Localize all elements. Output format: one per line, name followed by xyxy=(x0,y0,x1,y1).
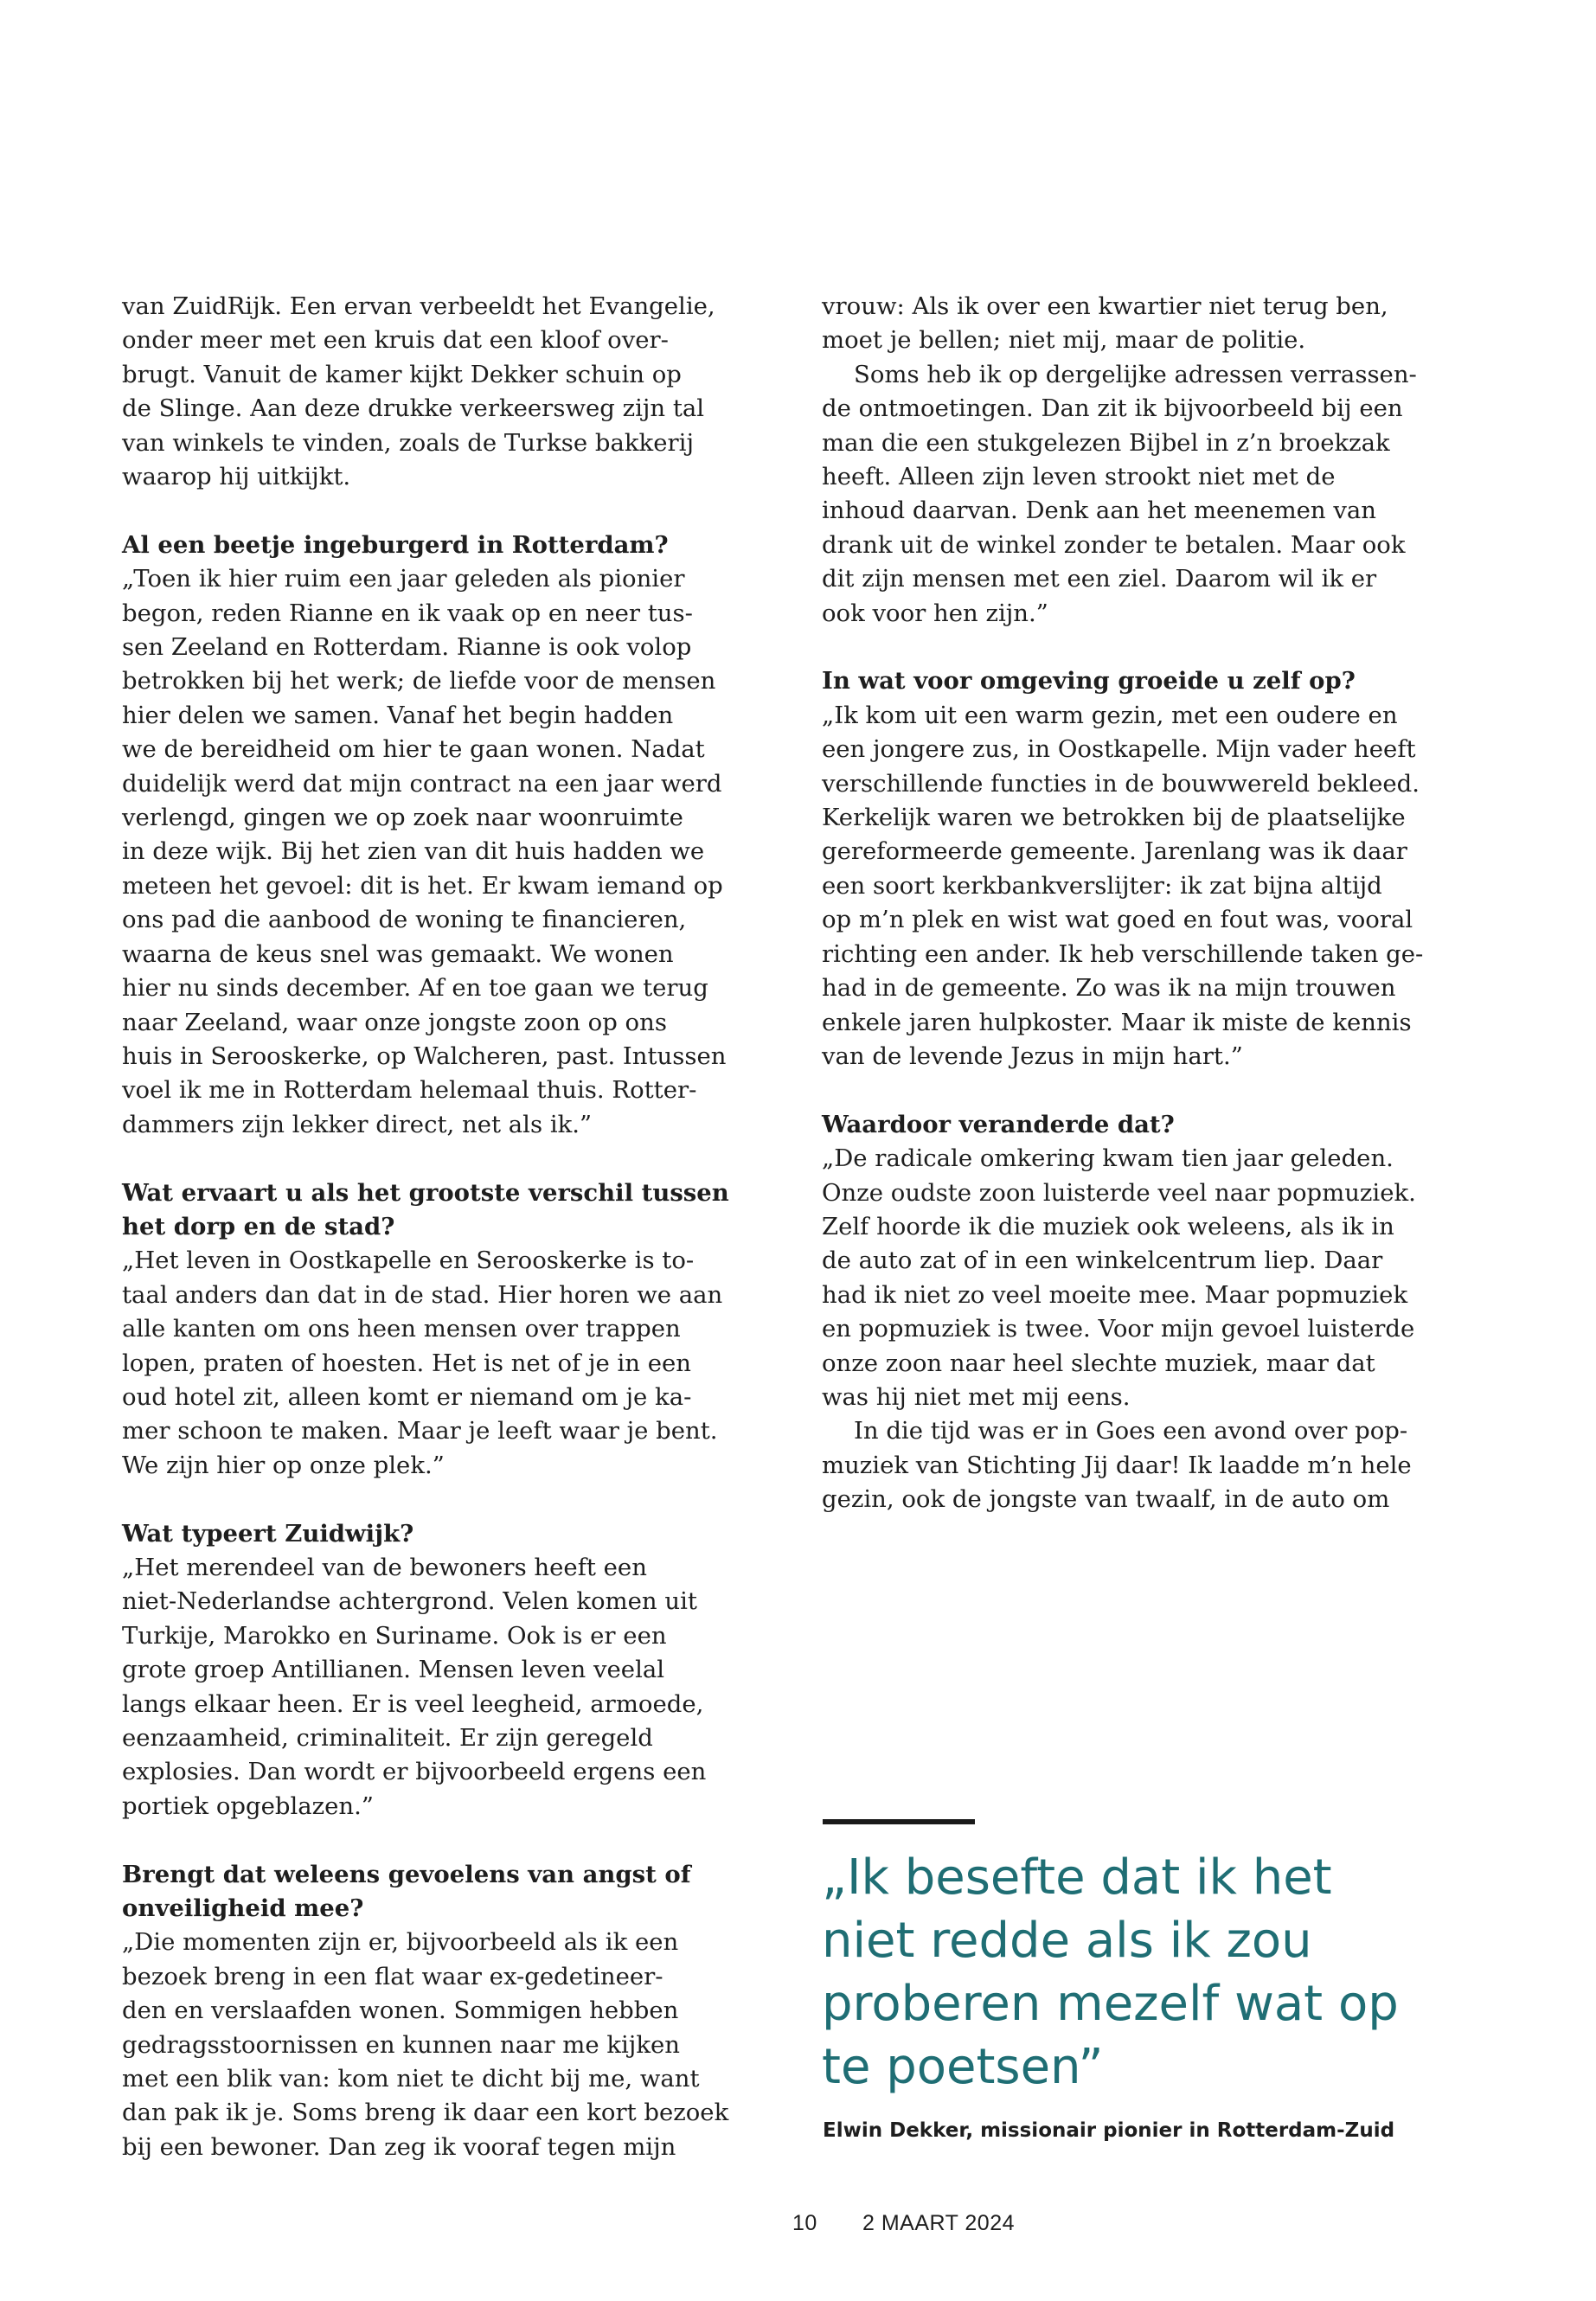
body-text-line: van winkels te vinden, zoals de Turkse bakkerij xyxy=(122,428,694,457)
interview-question: Al een beetje ingeburgerd in Rotterdam? xyxy=(122,530,669,559)
body-text-line: richting een ander. Ik heb verschillende taken ge- xyxy=(822,939,1424,968)
interview-question: Wat typeert Zuidwijk? xyxy=(122,1519,414,1548)
body-text-line: sen Zeeland en Rotterdam. Rianne is ook volop xyxy=(122,633,692,662)
body-text-line: onze zoon naar heel slechte muziek, maar dat xyxy=(822,1349,1375,1377)
body-text-line: Onze oudste zoon luisterde veel naar popmuziek. xyxy=(822,1178,1416,1207)
body-text-line: onder meer met een kruis dat een kloof over- xyxy=(122,326,669,355)
body-text-line: grote groep Antillianen. Mensen leven veelal xyxy=(122,1656,665,1684)
body-text-line: dammers zijn lekker direct, net als ik.” xyxy=(122,1110,593,1138)
body-text-line: meteen het gevoel: dit is het. Er kwam iemand op xyxy=(122,871,723,900)
article-column-right xyxy=(822,290,1424,1517)
body-text-line: inhoud daarvan. Denk aan het meenemen van xyxy=(822,497,1377,525)
body-text-line: in deze wijk. Bij het zien van dit huis hadden we xyxy=(122,837,705,866)
body-text-line: bij een bewoner. Dan zeg ik vooraf tegen mijn xyxy=(122,2132,676,2161)
body-text-line: gezin, ook de jongste van twaalf, in de auto om xyxy=(822,1485,1390,1514)
body-text-line: Zelf hoorde ik die muziek ook weleens, als ik in xyxy=(822,1212,1394,1240)
body-text-line: oud hotel zit, alleen komt er niemand om je ka- xyxy=(122,1382,692,1411)
body-text-line: huis in Serooskerke, op Walcheren, past. Intussen xyxy=(122,1042,727,1070)
body-text-line: Kerkelijk waren we betrokken bij de plaatselijke xyxy=(822,804,1406,832)
interview-question: Brengt dat weleens gevoelens van angst of xyxy=(122,1860,691,1888)
body-text-line: ons pad die aanbood de woning te financieren, xyxy=(122,906,687,934)
body-text-line: we de bereidheid om hier te gaan wonen. Nadat xyxy=(122,735,705,764)
page-number: 10 xyxy=(792,2211,817,2235)
body-text-line: voel ik me in Rotterdam helemaal thuis. Rotter- xyxy=(122,1076,697,1105)
interview-question: onveiligheid mee? xyxy=(122,1894,364,1923)
body-text-line: naar Zeeland, waar onze jongste zoon op ons xyxy=(122,1008,667,1036)
article-column-left xyxy=(122,290,729,2164)
body-text-line: enkele jaren hulpkoster. Maar ik miste de kennis xyxy=(822,1008,1412,1036)
body-text-line: begon, reden Rianne en ik vaak op en neer tus- xyxy=(122,599,693,627)
paragraph-gap xyxy=(122,494,676,528)
paragraph-gap xyxy=(122,1483,676,1516)
body-text-line: heeft. Alleen zijn leven strookt niet met de xyxy=(822,463,1336,491)
pull-quote-line: proberen mezelf wat op xyxy=(822,1976,1399,2032)
pull-quote-line: niet redde als ik zou xyxy=(822,1913,1312,1969)
body-text-line: dan pak ik je. Soms breng ik daar een kort bezoek xyxy=(122,2099,729,2127)
body-text-line: den en verslaafden wonen. Sommigen hebben xyxy=(122,1997,679,2025)
body-text-line: „Die momenten zijn er, bijvoorbeeld als ik een xyxy=(122,1928,679,1957)
body-text-line: brugt. Vanuit de kamer kijkt Dekker schuin op xyxy=(122,360,682,388)
interview-question: In wat voor omgeving groeide u zelf op? xyxy=(822,667,1356,695)
issue-date: 2 MAART 2024 xyxy=(862,2211,1016,2235)
paragraph-gap xyxy=(122,1823,676,1857)
body-text-line: Soms heb ik op dergelijke adressen verrassen- xyxy=(854,360,1417,388)
body-text-line: op m’n plek en wist wat goed en fout was, vooral xyxy=(822,906,1413,934)
body-text-line: „Toen ik hier ruim een jaar geleden als pionier xyxy=(122,565,685,593)
body-text-line: de Slinge. Aan deze drukke verkeersweg zijn tal xyxy=(122,394,705,423)
body-text-line: verlengd, gingen we op zoek naar woonruimte xyxy=(122,804,683,832)
body-text-line: „Het merendeel van de bewoners heeft een xyxy=(122,1553,647,1581)
body-text-line: was hij niet met mij eens. xyxy=(822,1382,1131,1411)
body-text-line: dit zijn mensen met een ziel. Daarom wil ik er xyxy=(822,565,1377,593)
body-text-line: had in de gemeente. Zo was ik na mijn trouwen xyxy=(822,974,1396,1003)
body-text-line: met een blik van: kom niet te dicht bij me, want xyxy=(122,2065,700,2093)
body-text-line: vrouw: Als ik over een kwartier niet terug ben, xyxy=(822,292,1388,320)
interview-question: Waardoor veranderde dat? xyxy=(822,1110,1175,1138)
body-text-line: taal anders dan dat in de stad. Hier horen we aan xyxy=(122,1280,723,1309)
body-text-line: In die tijd was er in Goes een avond over pop- xyxy=(854,1417,1408,1445)
body-text-line: gereformeerde gemeente. Jarenlang was ik daar xyxy=(822,837,1407,866)
paragraph-gap xyxy=(822,631,1384,664)
body-text-line: alle kanten om ons heen mensen over trappen xyxy=(122,1315,681,1343)
body-text-line: en popmuziek is twee. Voor mijn gevoel luisterde xyxy=(822,1315,1415,1343)
body-text-line: niet-Nederlandse achtergrond. Velen komen uit xyxy=(122,1587,697,1616)
body-text-line: portiek opgeblazen.” xyxy=(122,1791,374,1820)
body-text-line: drank uit de winkel zonder te betalen. Maar ook xyxy=(822,530,1406,559)
pull-quote-attribution: Elwin Dekker, missionair pionier in Rotterdam-Zuid xyxy=(823,2119,1395,2142)
body-text-line: lopen, praten of hoesten. Het is net of je in een xyxy=(122,1349,691,1377)
pull-quote xyxy=(822,1846,1445,2099)
body-text-line: „De radicale omkering kwam tien jaar geleden. xyxy=(822,1144,1394,1173)
body-text-line: de auto zat of in een winkelcentrum liep. Daar xyxy=(822,1247,1383,1275)
body-text-line: We zijn hier op onze plek.” xyxy=(122,1451,445,1479)
body-text-line: van de levende Jezus in mijn hart.” xyxy=(822,1042,1243,1070)
body-text-line: duidelijk werd dat mijn contract na een jaar werd xyxy=(122,769,722,798)
body-text-line: „Het leven in Oostkapelle en Serooskerke is to- xyxy=(122,1247,695,1275)
body-text-line: had ik niet zo veel moeite mee. Maar popmuziek xyxy=(822,1280,1408,1309)
paragraph-gap xyxy=(822,1074,1384,1107)
body-text-line: langs elkaar heen. Er is veel leegheid, armoede, xyxy=(122,1689,704,1718)
body-text-line: de ontmoetingen. Dan zit ik bijvoorbeeld bij een xyxy=(822,394,1403,423)
body-text-line: eenzaamheid, criminaliteit. Er zijn geregeld xyxy=(122,1724,653,1753)
body-text-line: hier delen we samen. Vanaf het begin hadden xyxy=(122,701,674,729)
paragraph-gap xyxy=(122,1142,676,1176)
body-text-line: hier nu sinds december. Af en toe gaan we terug xyxy=(122,974,708,1003)
body-text-line: waarna de keus snel was gemaakt. We wonen xyxy=(122,939,674,968)
body-text-line: Turkije, Marokko en Suriname. Ook is er een xyxy=(122,1621,667,1650)
body-text-line: van ZuidRijk. Een ervan verbeeldt het Evangelie, xyxy=(122,292,715,320)
body-text-line: mer schoon te maken. Maar je leeft waar je bent. xyxy=(122,1417,718,1445)
body-text-line: waarop hij uitkijkt. xyxy=(122,463,351,491)
body-text-line: moet je bellen; niet mij, maar de politie. xyxy=(822,326,1306,355)
body-text-line: betrokken bij het werk; de liefde voor de mensen xyxy=(122,667,716,695)
body-text-line: muziek van Stichting Jij daar! Ik laadde m’n hele xyxy=(822,1451,1412,1479)
body-text-line: een soort kerkbankverslijter: ik zat bijna altijd xyxy=(822,871,1382,900)
body-text-line: gedragsstoornissen en kunnen naar me kijken xyxy=(122,2030,680,2059)
body-text-line: man die een stukgelezen Bijbel in z’n broekzak xyxy=(822,428,1390,457)
pull-quote-line: te poetsen” xyxy=(822,2039,1104,2095)
interview-question: Wat ervaart u als het grootste verschil tussen xyxy=(122,1178,729,1207)
body-text-line: „Ik kom uit een warm gezin, met een oudere en xyxy=(822,701,1398,729)
body-text-line: verschillende functies in de bouwwereld bekleed. xyxy=(822,769,1420,798)
body-text-line: explosies. Dan wordt er bijvoorbeeld ergens een xyxy=(122,1758,707,1786)
body-text-line: bezoek breng in een flat waar ex-gedetineer- xyxy=(122,1962,663,1990)
pull-quote-line: „Ik besefte dat ik het xyxy=(822,1849,1332,1906)
pull-quote-rule xyxy=(823,1819,975,1824)
interview-question: het dorp en de stad? xyxy=(122,1212,395,1240)
body-text-line: een jongere zus, in Oostkapelle. Mijn vader heeft xyxy=(822,735,1416,764)
body-text-line: ook voor hen zijn.” xyxy=(822,599,1048,627)
